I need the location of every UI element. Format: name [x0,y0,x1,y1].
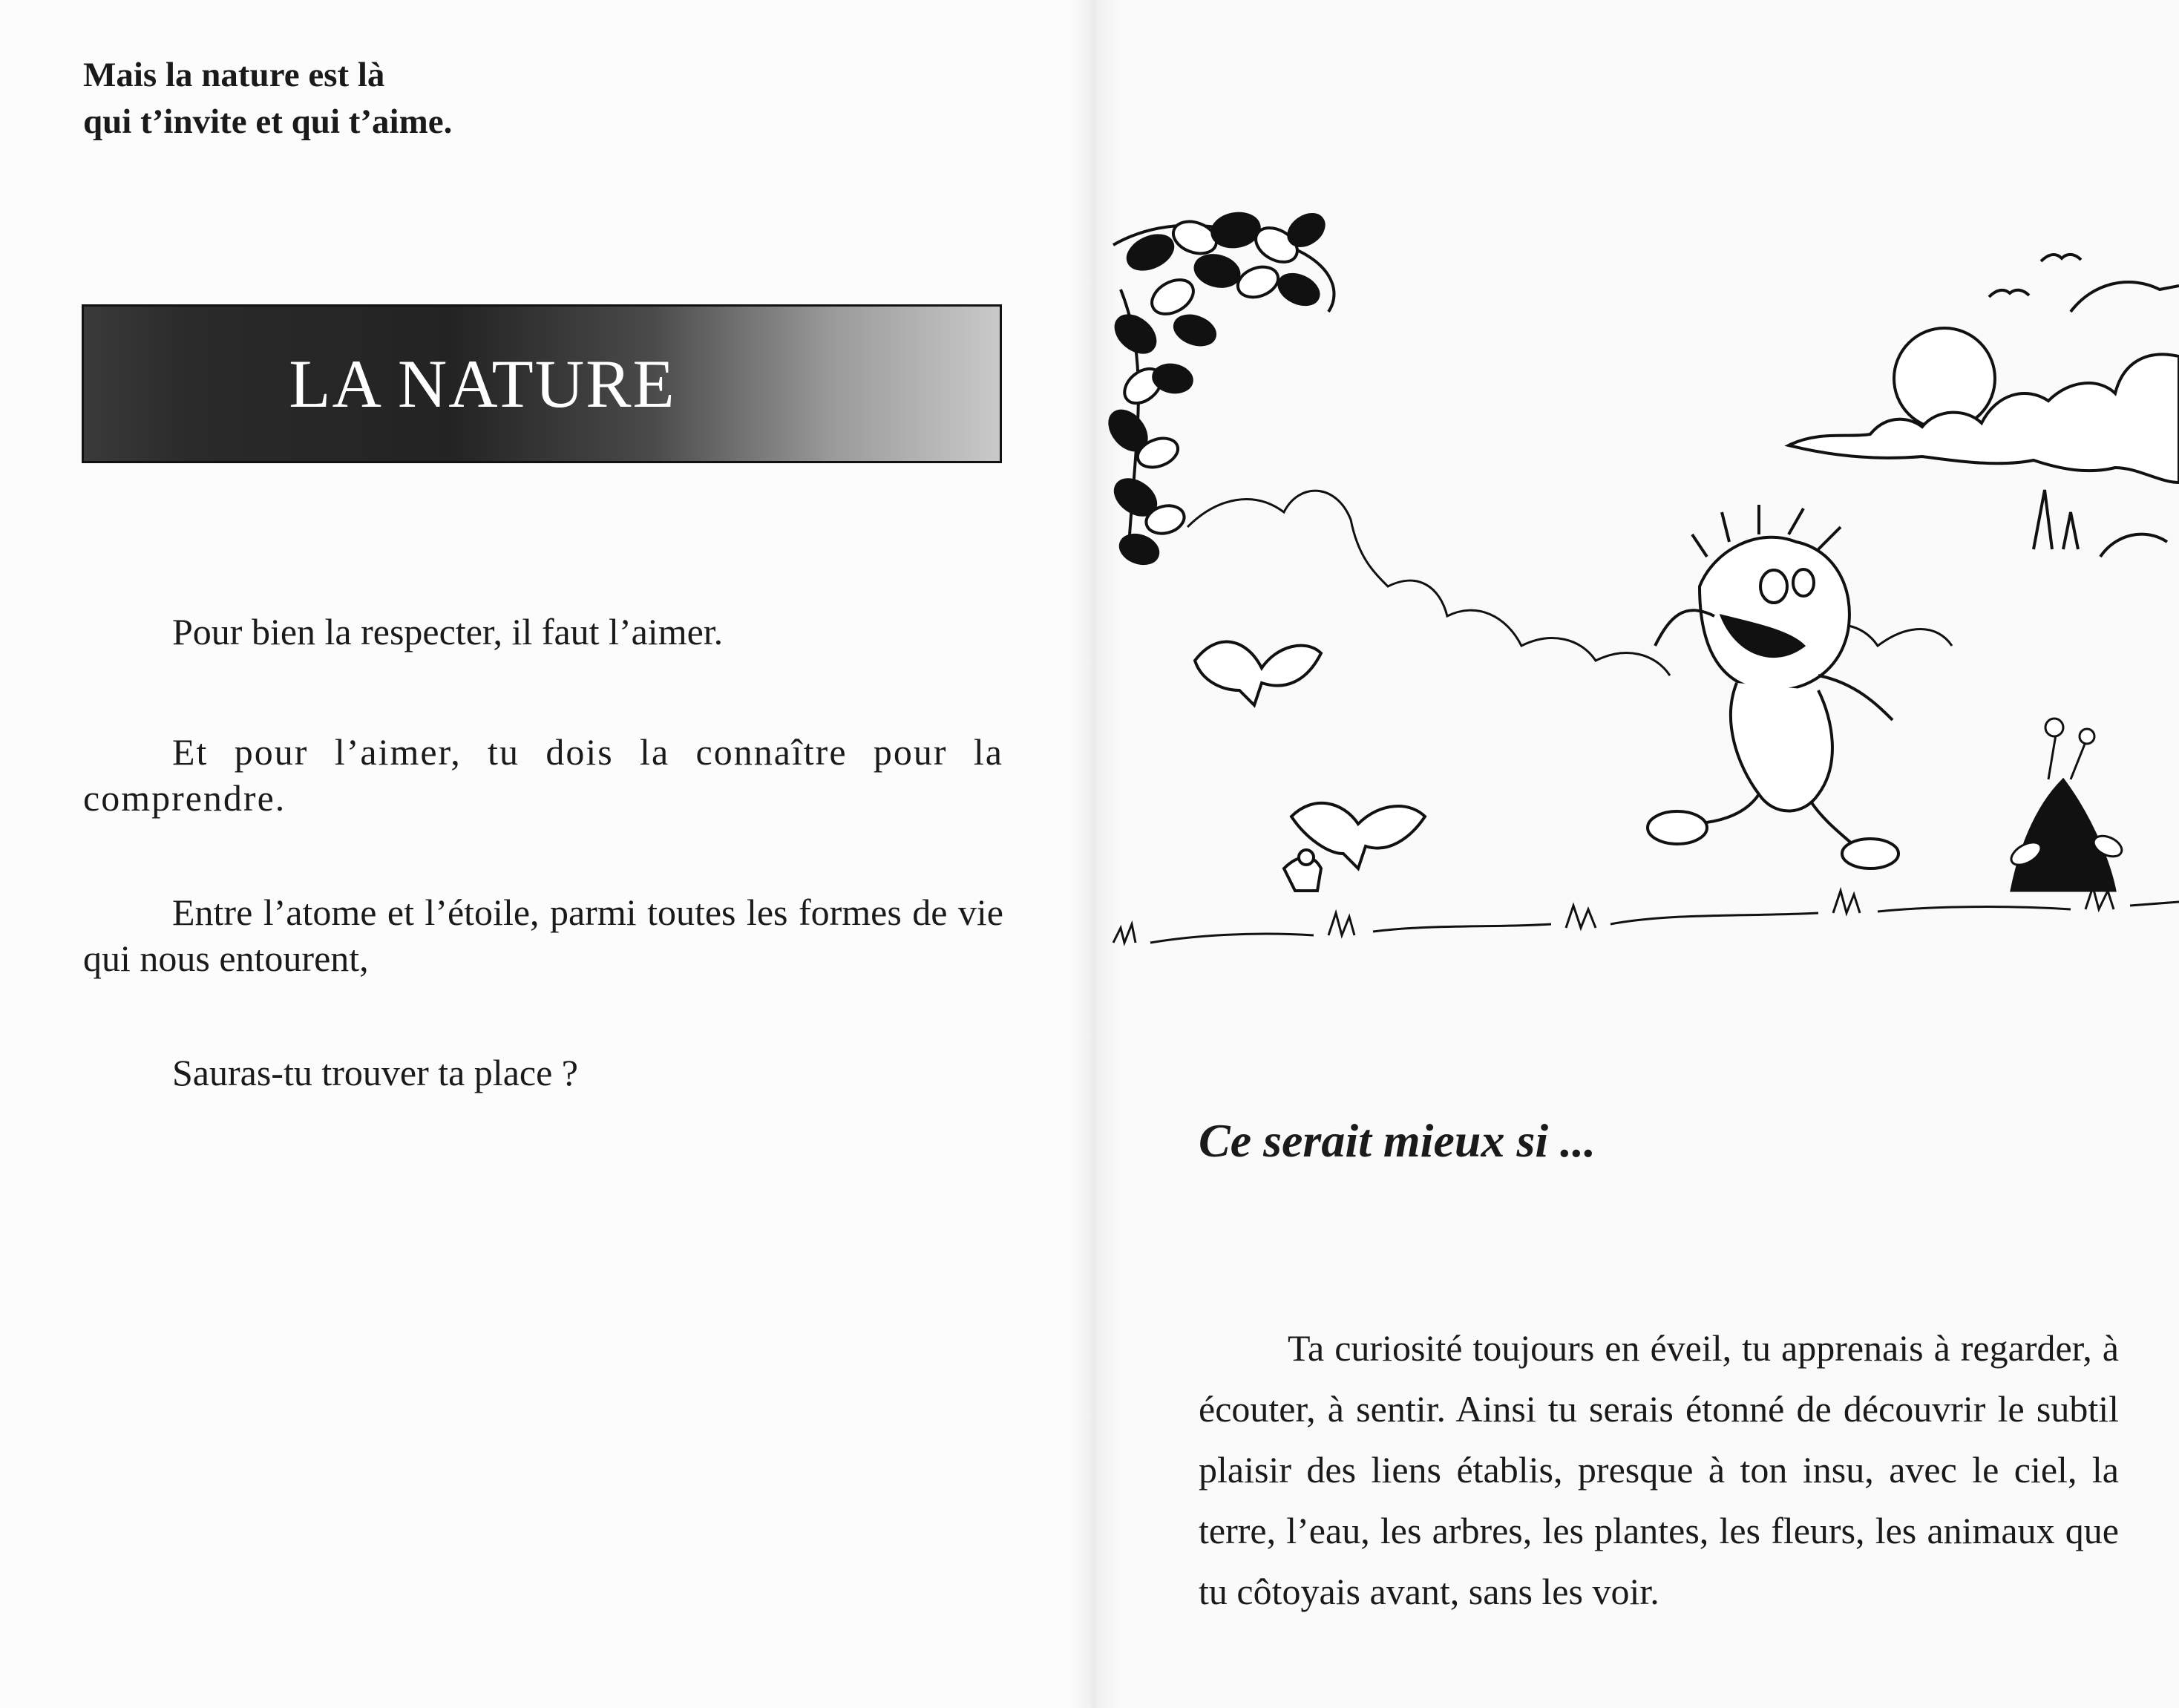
paragraph-4: Sauras-tu trouver ta place ? [172,1052,578,1093]
right-page-paragraph: Ta curiosité toujours en éveil, tu apprenais à regarder, à écouter, à sentir. Ainsi tu serais étonné de découvrir le subtil plaisir des liens établis, presque à ton insu, avec le ciel, la terre, l’eau, les arbres, les plantes, les fleurs, les animaux que tu côtoyais avant, sans les voir. [1199,1327,2119,1612]
intro-verse [83,52,677,145]
flower-bush-icon [2008,719,2125,891]
bird-icon [1195,642,1425,891]
chapter-banner [82,304,1002,463]
paragraph-2: Et pour l’aimer, tu dois la connaître pour la comprendre. [83,731,1003,819]
chapter-title: LA NATURE [289,346,676,422]
section-subtitle: Ce serait mieux si ... [1199,1114,1596,1167]
grass-icon [1113,887,2179,943]
paragraph-1: Pour bien la respecter, il faut l’aimer. [172,611,724,652]
paragraph-3: Entre l’atome et l’étoile, parmi toutes les formes de vie qui nous entourent, [83,891,1003,979]
sky-birds-icon [1989,255,2081,297]
vine-leaves-icon [1106,208,1334,568]
intro-line-1: Mais la nature est là [83,56,385,94]
nature-illustration [1106,200,2179,972]
laughing-child-icon [1648,505,1898,868]
intro-line-2: qui t’invite et qui t’aime. [83,102,453,141]
tree-silhouettes-icon [2034,490,2167,557]
